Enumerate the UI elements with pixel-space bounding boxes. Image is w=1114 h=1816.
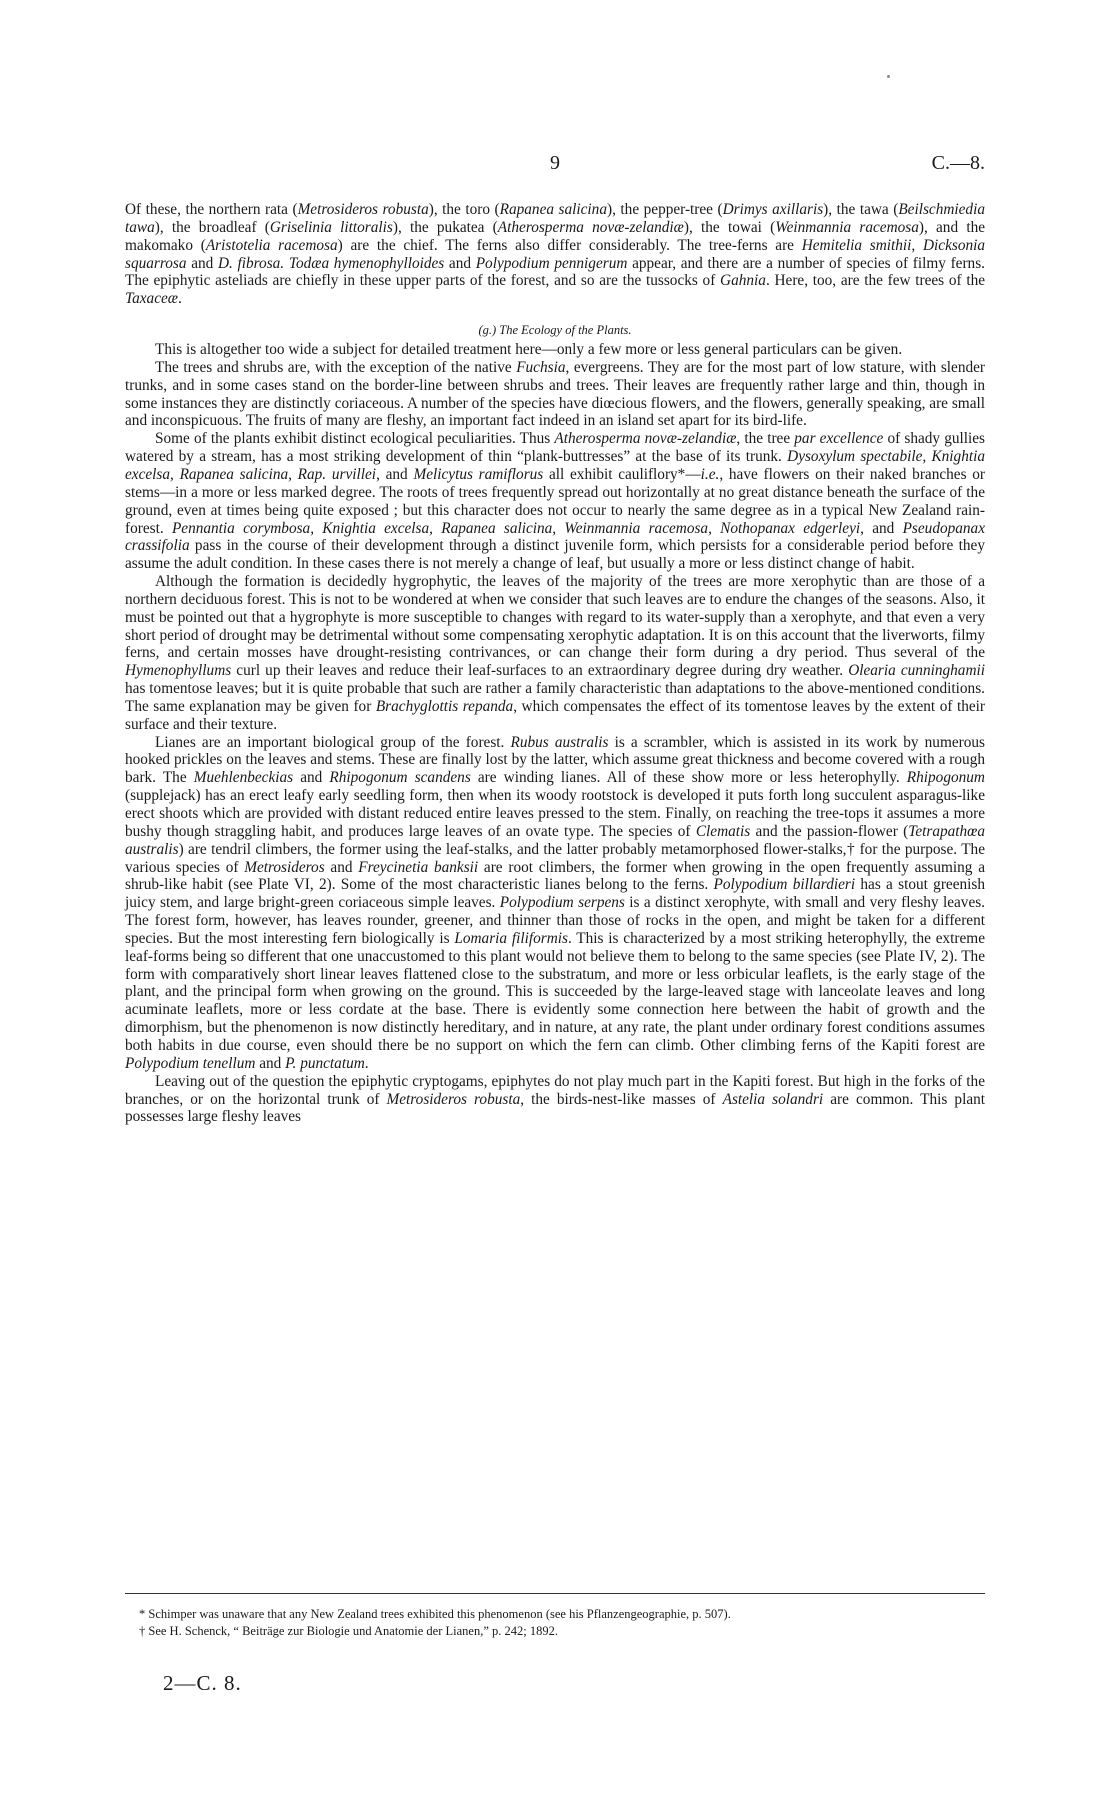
text-run: Some of the plants exhibit distinct ecological peculiarities. Thus — [155, 430, 555, 448]
paragraph — [125, 734, 985, 1073]
paragraph — [125, 341, 985, 359]
document-page — [125, 0, 985, 1816]
text-run: ), the pukatea ( — [392, 218, 498, 236]
italic-text: i.e. — [700, 465, 720, 483]
italic-text: Atherosperma novæ-zelandiæ — [497, 218, 684, 236]
text-run: ), the broadleaf ( — [154, 218, 270, 236]
italic-text: Melicytus ramiflorus — [413, 465, 544, 483]
text-run: and — [186, 254, 218, 272]
italic-text: Tetrapathœa australis — [125, 822, 986, 858]
italic-text: Polypodium billardieri — [713, 876, 856, 894]
italic-text: Polypodium pennigerum — [475, 254, 628, 272]
text-run: ), the toro ( — [428, 201, 500, 218]
italic-text: Rhipogonum scandens — [329, 769, 471, 787]
italic-text: Rubus australis — [510, 733, 609, 751]
signature-mark: 2—C. 8. — [163, 1671, 242, 1695]
text-run: , the tree — [736, 430, 795, 448]
text-run: ), and the makomako ( — [125, 218, 986, 254]
text-run: ), the towai ( — [683, 218, 776, 236]
italic-text: Drimys axillaris — [722, 201, 824, 218]
paragraph — [125, 573, 985, 734]
text-run: and — [324, 858, 359, 876]
italic-text: Muehlenbeckias — [193, 769, 294, 787]
text-run: , have flowers on their naked branches or stems—in a more or less marked degree. The roots of trees frequently spread out horizontally at no great distance beneath the surface of the ground, even at times being quite exposed ; but this character does not occur to nearly the same degree as in a typical New Zealand rain-forest. — [125, 465, 986, 537]
paragraph — [125, 359, 985, 430]
italic-text: Taxaceæ — [125, 290, 178, 308]
italic-text: Freycinetia banksii — [358, 858, 479, 876]
text-run: Of these, the northern rata ( — [125, 201, 298, 218]
text-run: appear, and there are a number of species of filmy ferns. The epiphytic asteliads are chiefly in these upper parts of the forest, and so are the tussocks of — [125, 254, 985, 290]
italic-text: Todæa hymenophylloides — [288, 254, 445, 272]
text-run: (g.) The Ecology of the Plants. — [478, 323, 632, 338]
footnote-rule — [125, 1593, 985, 1594]
italic-text: Fuchsia — [516, 358, 566, 376]
italic-text: Metrosideros robusta — [297, 201, 429, 218]
italic-text: Pennantia corymbosa, Knightia excelsa, Rapanea salicina, Weinmannia racemosa, Nothopanax edgerleyi — [171, 519, 861, 537]
text-run: . — [177, 290, 182, 308]
italic-text: Polypodium tenellum — [125, 1054, 256, 1072]
italic-text: Weinmannia racemosa — [775, 218, 919, 236]
text-run: , which compensates the effect of its tomentose leaves by the extent of their surface and their texture. — [125, 697, 985, 733]
text-run: are winding lianes. All of these show more or less heterophylly. — [470, 769, 907, 787]
text-run: Although the formation is decidedly hygrophytic, the leaves of the majority of the trees are more xerophytic than are those of a northern deciduous forest. This is not to be wondered at when we consider that such leaves are to endure the changes of the seasons. Also, it must be pointed out that a hygrophyte is more susceptible to changes with regard to its water-supply than a xerophyte, and that even a very short period of drought may be detrimental without some compensating xerophytic adaptation. It is on this account that the liverworts, filmy ferns, and certain mosses have drought-resisting contrivances, or can change their form during a dry period. Thus several of the — [125, 573, 985, 662]
text-run: , evergreens. They are for the most part of low stature, with slender trunks, and in some cases stand on the border-line between shrubs and trees. Their leaves are frequently rather large and thin, though in some instances they are distinctly coriaceous. A number of the species have diœcious flowers, and the flowers, generally speaking, are small and inconspicuous. The fruits of many are fleshy, an important fact indeed in an island set apart for its bird-life. — [125, 358, 986, 430]
text-run: and the passion-flower ( — [750, 822, 909, 840]
italic-text: Beilschmiedia tawa — [125, 201, 985, 236]
italic-text: Astelia solandri — [722, 1090, 824, 1108]
italic-text: Metrosideros — [244, 858, 325, 876]
text-run: has tomentose leaves; but it is quite probable that such are rather a family characteristic than adaptations to the above-mentioned conditions. The same explanation may be given for — [125, 680, 985, 715]
text-run: are common. This plant possesses large fleshy leaves — [125, 1090, 986, 1126]
italic-text: Hemitelia smithii, Dicksonia squarrosa — [125, 236, 986, 272]
text-run: * Schimper was unaware that any New Zealand trees exhibited this phenomenon (see his Pflanzengeographie, p. 507). — [139, 1607, 731, 1621]
text-run: ) are tendril climbers, the former using the leaf-stalks, and the latter probably metamorphosed flower-stalks,† for the purpose. The various species of — [125, 840, 985, 876]
text-run: . — [364, 1054, 369, 1072]
text-run: ) are the chief. The ferns also differ considerably. The tree-ferns are — [337, 236, 802, 254]
paragraph — [125, 1073, 985, 1127]
text-run: This is altogether too wide a subject for detailed treatment here—only a few more or less general particulars can be given. — [155, 341, 903, 359]
italic-text: Dysoxylum spectabile, Knightia excelsa, Rapanea salicina, Rap. urvillei — [125, 448, 986, 483]
text-run: pass in the course of their development through a distinct juvenile form, which persists for a considerable period before they assume the adult condition. In these cases there is not merely a change of leaf, but usually a more or less distinct change of habit. — [125, 537, 985, 573]
section-heading — [125, 322, 985, 338]
italic-text: Rapanea salicina — [499, 201, 607, 218]
text-run: , and — [376, 465, 414, 483]
text-run: , and — [860, 519, 903, 537]
text-run: and — [293, 769, 330, 787]
italic-text: Gahnia — [720, 272, 766, 290]
italic-text: Polypodium serpens — [499, 894, 625, 912]
italic-text: Hymenophyllums — [125, 662, 232, 680]
text-run: all exhibit cauliflory*— — [543, 465, 701, 483]
text-run: † See H. Schenck, “ Beiträge zur Biologie und Anatomie der Lianen,” p. 242; 1892. — [139, 1623, 558, 1638]
text-run: The trees and shrubs are, with the exception of the native — [155, 358, 517, 376]
text-run: curl up their leaves and reduce their leaf-surfaces to an extraordinary degree during dry weather. — [231, 662, 849, 680]
italic-text: Pseudopanax crassifolia — [125, 519, 985, 555]
page-header — [125, 152, 985, 182]
text-run: of shady gullies watered by a stream, has a most striking development of thin “plank-buttresses” at the base of its trunk. — [125, 430, 986, 466]
paragraph — [125, 201, 985, 308]
text-run: are root climbers, the former when growing in the open frequently assuming a shrub-like habit (see Plate VI, 2). Some of the most characteristic lianes belong to the ferns. — [125, 858, 985, 894]
text-run: has a stout greenish juicy stem, and large bright-green coriaceous simple leaves. — [125, 876, 985, 912]
footnote — [125, 1606, 985, 1623]
italic-text: Atherosperma novæ-zelandiæ — [554, 430, 737, 448]
text-run: . Here, too, are the few trees of the — [765, 272, 986, 290]
body-text — [125, 201, 985, 1126]
italic-text: Rhipogonum — [906, 769, 985, 787]
text-run: (supplejack) has an erect leafy early seedling form, then when its woody rootstock is developed it puts forth long succulent asparagus-like erect shoots which are provided with distant reduced entire leaves pressed to the stem. Finally, on reaching the tree-tops it assumes a more bushy though straggling habit, and produces large leaves of an ovate type. The species of — [125, 787, 985, 840]
paragraph — [125, 430, 985, 573]
text-run: and — [255, 1054, 286, 1072]
italic-text: Griselinia littoralis — [269, 218, 393, 236]
text-run: , the birds-nest-like masses of — [520, 1090, 723, 1108]
text-run: is a scrambler, which is assisted in its work by numerous hooked prickles on the leaves and stems. These are finally lost by the latter, which assume great thickness and become covered with a rough bark. The — [125, 733, 985, 787]
italic-text: Clematis — [695, 822, 751, 840]
footnote — [125, 1623, 985, 1640]
italic-text: D. fibrosa. — [217, 254, 285, 272]
italic-text: Brachyglottis repanda — [375, 697, 514, 715]
footnotes — [125, 1606, 985, 1639]
scan-speck — [887, 75, 890, 78]
italic-text: Aristotelia racemosa — [205, 236, 338, 254]
text-run: is a distinct xerophyte, with small and very fleshy leaves. The forest form, however, has leaves rounder, greener, and thinner than those of rocks in the open, and might be taken for a different species. But the most interesting fern biologically is — [125, 894, 986, 947]
italic-text: Lomaria filiformis — [454, 929, 568, 947]
text-run: and — [444, 254, 476, 272]
text-run: Leaving out of the question the epiphytic cryptogams, epiphytes do not play much part in the Kapiti forest. But high in the forks of the branches, or on the horizontal trunk of — [125, 1072, 985, 1108]
italic-text: P. punctatum — [285, 1054, 365, 1072]
text-run: Lianes are an important biological group of the forest. — [155, 733, 511, 751]
text-run: ), the tawa ( — [823, 201, 899, 218]
italic-text: Olearia cunninghamii — [848, 662, 985, 680]
text-run: ), the pepper-tree ( — [606, 201, 723, 218]
document-code: C.—8. — [931, 152, 985, 174]
italic-text: Metrosideros robusta — [386, 1090, 521, 1108]
page-number: 9 — [550, 152, 560, 174]
italic-text: par excellence — [794, 430, 884, 448]
text-run: . This is characterized by a most striking heterophylly, the extreme leaf-forms being so different that one unaccustomed to this plant would not believe them to belong to the same species (see Plate IV, 2). The form with comparatively short linear leaves flattened close to the substratum, and more or less orbicular leaflets, is the early stage of the plant, and the principal form when growing on the ground. This is succeeded by the large-leaved stage with lanceolate leaves and long acuminate leaflets, more or less cordate at the base. There is evidently some connection here between the habit of growth and the dimorphism, but the phenomenon is now distinctly hereditary, and in nature, at any rate, the plant under ordinary forest conditions assumes both habits in due course, even should there be no support on which the fern can climb. Other climbing ferns of the Kapiti forest are — [125, 929, 985, 1054]
